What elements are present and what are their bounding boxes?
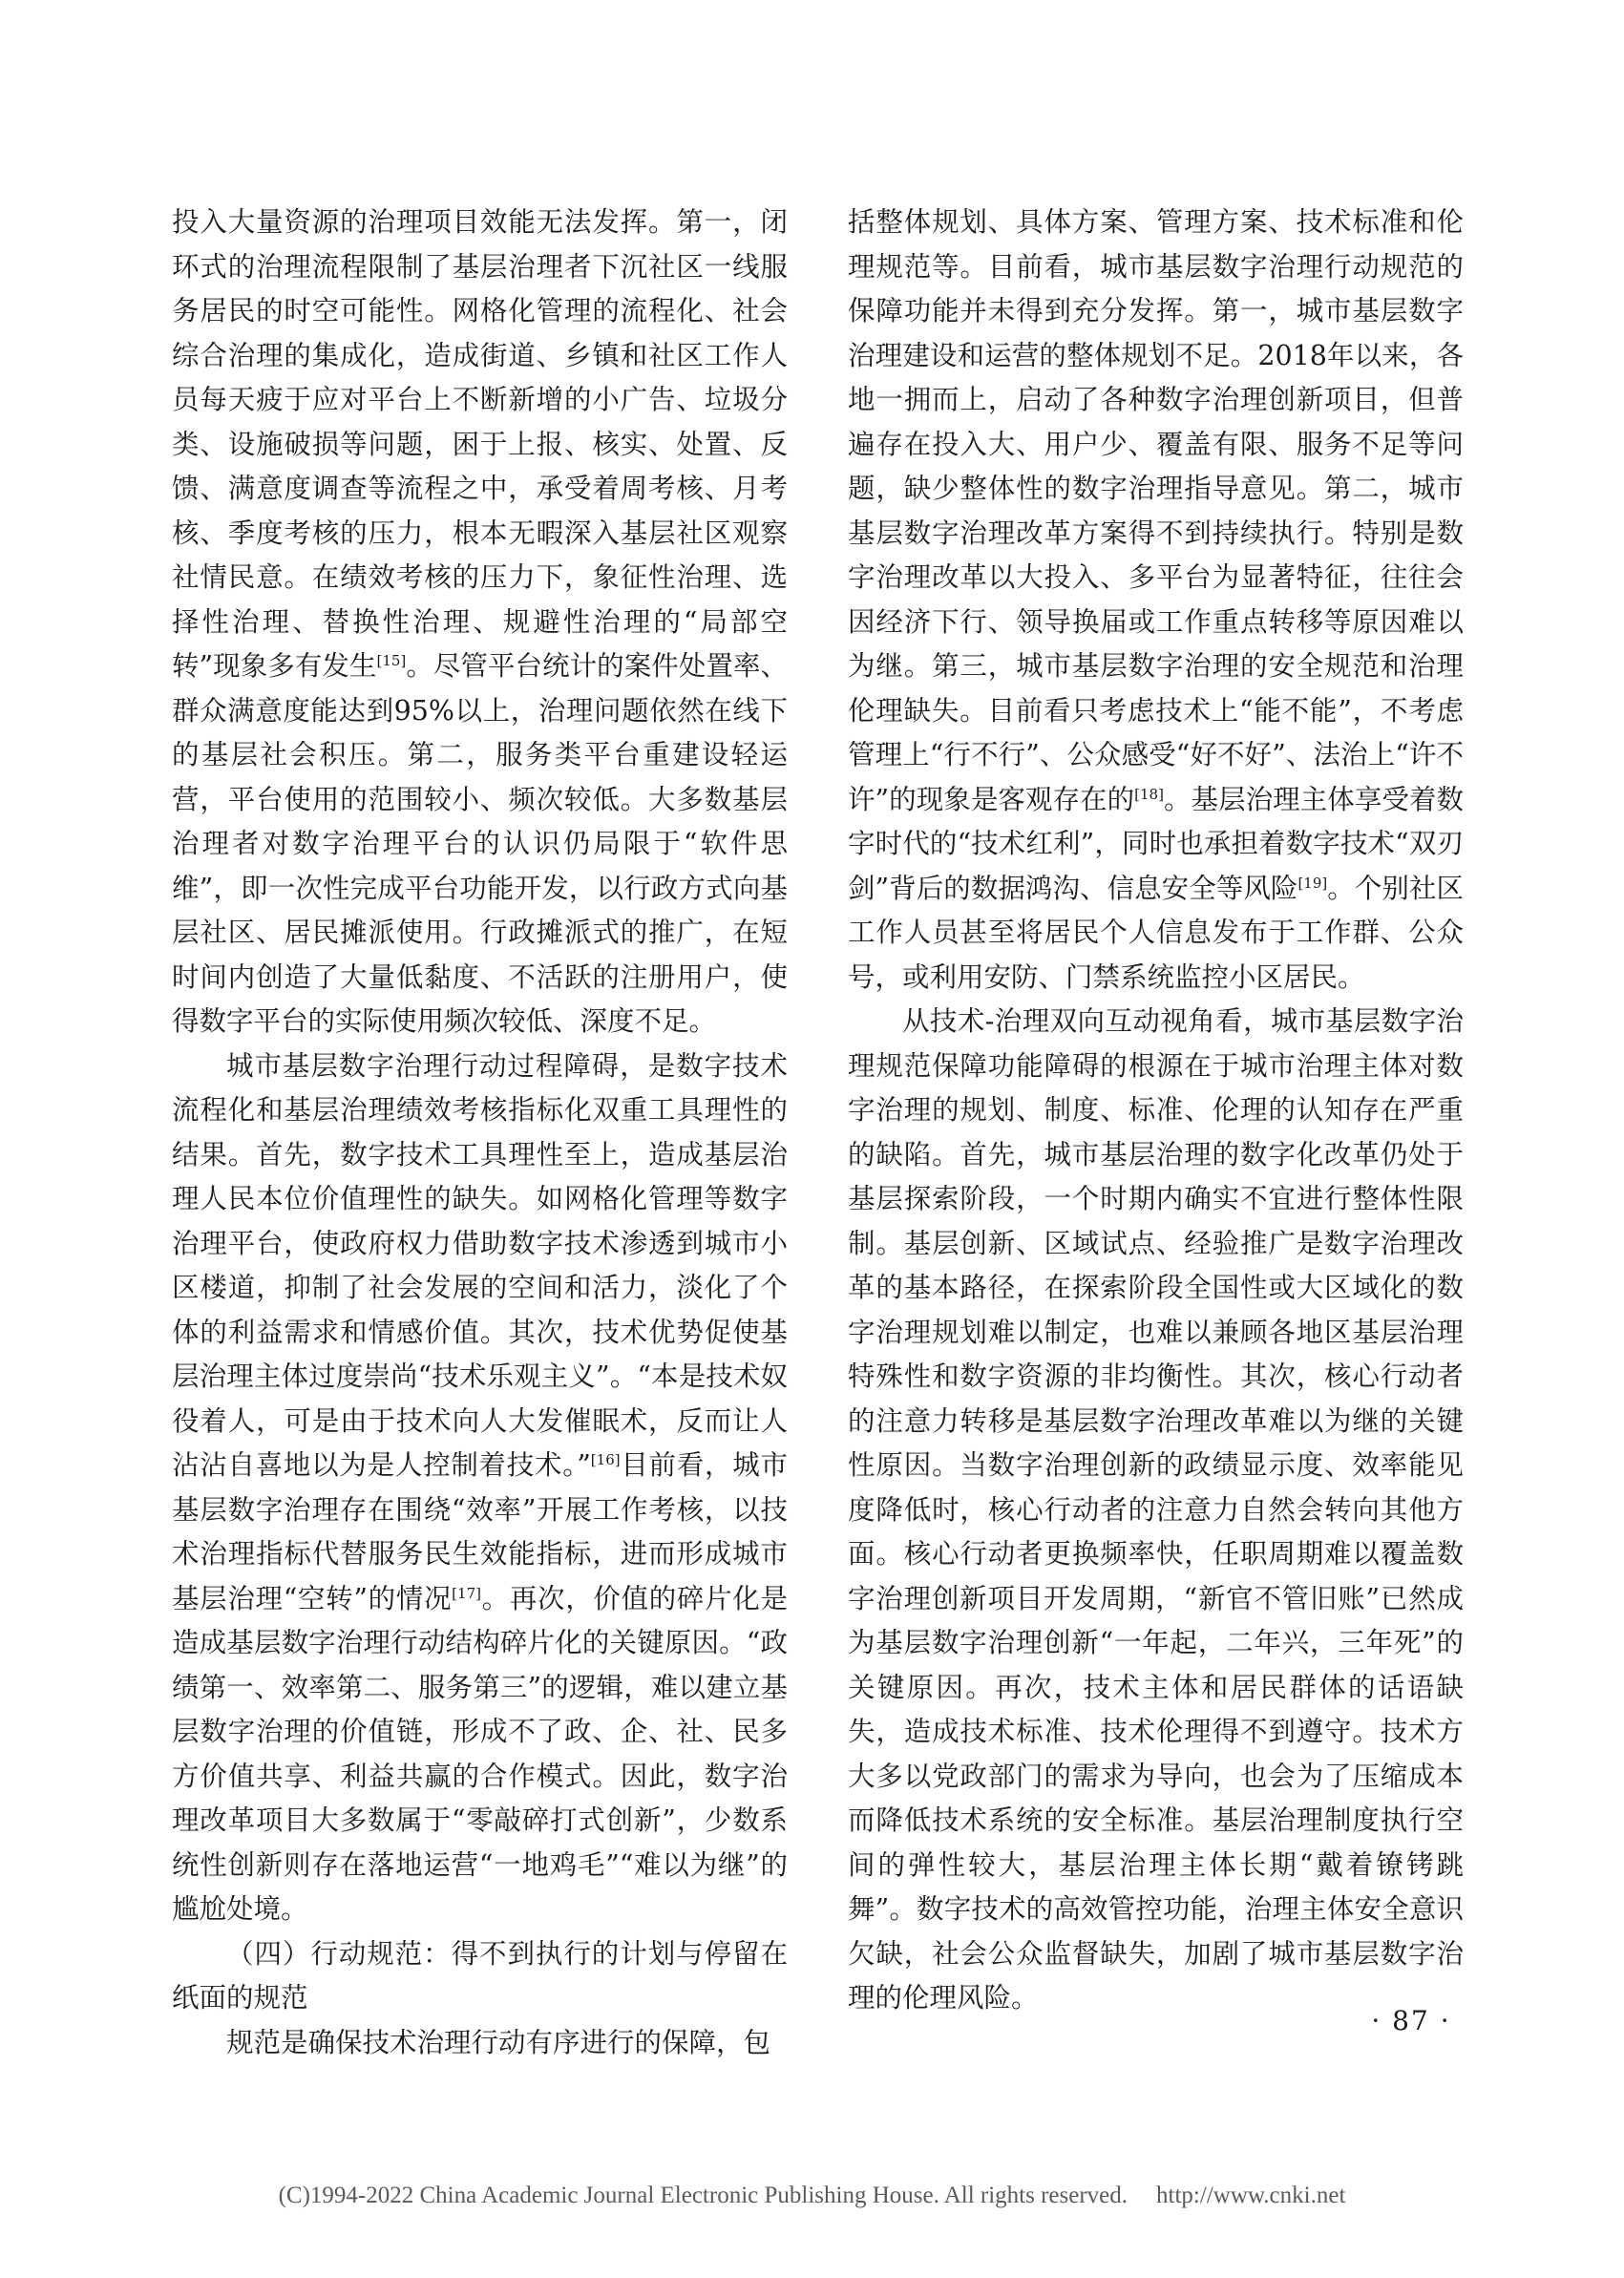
citation[interactable]: [19]	[1297, 874, 1328, 892]
paragraph: 规范是确保技术治理行动有序进行的保障，包	[226, 2026, 771, 2058]
paragraph: 括整体规划、具体方案、管理方案、技术标准和伦理规范等。目前看，城市基层数字治理行动规范的保障功能并未得到充分发挥。第一，城市基层数字治理建设和运营的整体规划不足。2018年以来，各地一拥而上，启动了各种数字治理创新项目，但普遍存在投入大、用户少、覆盖有限、服务不足等问题，缺少整体性的数字治理指导意见。第二，城市基层数字治理改革方案得不到持续执行。特别是数字治理改革以大投入、多平台为显著特征，往往会因经济下行、领导换届或工作重点转移等原因难以为继。第三，城市基层数字治理的安全规范和治理伦理缺失。目前看只考虑技术上“能不能”，不考虑管理上“行不行”、公众感受“好不好”、法治上“许不许”的现象是客观存在的[18]。基层治理主体享受着数字时代的“技术红利”，同时也承担着数字技术“双刃剑”背后的数据鸿沟、信息安全等风险[19]。个别社区工作人员甚至将居民个人信息发布于工作群、公众号，或利用安防、门禁系统监控小区居民。	[848, 206, 1464, 993]
section-heading: （四）行动规范：得不到执行的计划与停留在纸面的规范	[172, 1937, 788, 2014]
left-column	[172, 200, 788, 2065]
footer-link[interactable]: http://www.cnki.net	[1156, 2183, 1346, 2208]
citation[interactable]: [18]	[1134, 785, 1164, 803]
paragraph: 投入大量资源的治理项目效能无法发挥。第一，闭环式的治理流程限制了基层治理者下沉社区一线服务居民的时空可能性。网格化管理的流程化、社会综合治理的集成化，造成街道、乡镇和社区工作人员每天疲于应对平台上不断新增的小广告、垃圾分类、设施破损等问题，困于上报、核实、处置、反馈、满意度调查等流程之中，承受着周考核、月考核、季度考核的压力，根本无暇深入基层社区观察社情民意。在绩效考核的压力下，象征性治理、选择性治理、替换性治理、规避性治理的“局部空转”现象多有发生[15]。尽管平台统计的案件处置率、群众满意度能达到95%以上，治理问题依然在线下的基层社会积压。第二，服务类平台重建设轻运营，平台使用的范围较小、频次较低。大多数基层治理者对数字治理平台的认识仍局限于“软件思维”，即一次性完成平台功能开发，以行政方式向基层社区、居民摊派使用。行政摊派式的推广，在短时间内创造了大量低黏度、不活跃的注册用户，使得数字平台的实际使用频次较低、深度不足。	[172, 206, 788, 1037]
footer	[0, 2183, 1624, 2209]
page-number: · 87 ·	[1371, 2005, 1451, 2036]
paragraph: 从技术-治理双向互动视角看，城市基层数字治理规范保障功能障碍的根源在于城市治理主体对数字治理的规划、制度、标准、伦理的认知存在严重的缺陷。首先，城市基层治理的数字化改革仍处于基层探索阶段，一个时期内确实不宜进行整体性限制。基层创新、区域试点、经验推广是数字治理改革的基本路径，在探索阶段全国性或大区域化的数字治理规划难以制定，也难以兼顾各地区基层治理特殊性和数字资源的非均衡性。其次，核心行动者的注意力转移是基层数字治理改革难以为继的关键性原因。当数字治理创新的政绩显示度、效率能见度降低时，核心行动者的注意力自然会转向其他方面。核心行动者更换频率快，任职周期难以覆盖数字治理创新项目开发周期，“新官不管旧账”已然成为基层数字治理创新“一年起，二年兴，三年死”的关键原因。再次，技术主体和居民群体的话语缺失，造成技术标准、技术伦理得不到遵守。技术方大多以党政部门的需求为导向，也会为了压缩成本而降低技术系统的安全标准。基层治理制度执行空间的弹性较大，基层治理主体长期“戴着镣铐跳舞”。数字技术的高效管控功能，治理主体安全意识欠缺，社会公众监督缺失，加剧了城市基层数字治理的伦理风险。	[848, 1005, 1464, 2014]
right-column	[848, 200, 1464, 2021]
copyright-notice: (C)1994-2022 China Academic Journal Electronic Publishing House. All rights reserved.	[278, 2183, 1128, 2208]
paragraph: 城市基层数字治理行动过程障碍，是数字技术流程化和基层治理绩效考核指标化双重工具理性的结果。首先，数字技术工具理性至上，造成基层治理人民本位价值理性的缺失。如网格化管理等数字治理平台，使政府权力借助数字技术渗透到城市小区楼道，抑制了社会发展的空间和活力，淡化了个体的利益需求和情感价值。其次，技术优势促使基层治理主体过度崇尚“技术乐观主义”。“本是技术奴役着人，可是由于技术向人大发催眠术，反而让人沾沾自喜地以为是人控制着技术。”[16]目前看，城市基层数字治理存在围绕“效率”开展工作考核，以技术治理指标代替服务民生效能指标，进而形成城市基层治理“空转”的情况[17]。再次，价值的碎片化是造成基层数字治理行动结构碎片化的关键原因。“政绩第一、效率第二、服务第三”的逻辑，难以建立基层数字治理的价值链，形成不了政、企、社、民多方价值共享、利益共赢的合作模式。因此，数字治理改革项目大多数属于“零敲碎打式创新”，少数系统性创新则存在落地运营“一地鸡毛”“难以为继”的尴尬处境。	[172, 1049, 788, 1925]
citation[interactable]: [16]	[590, 1451, 621, 1468]
citation[interactable]: [17]	[452, 1584, 481, 1602]
citation[interactable]: [15]	[376, 652, 407, 669]
